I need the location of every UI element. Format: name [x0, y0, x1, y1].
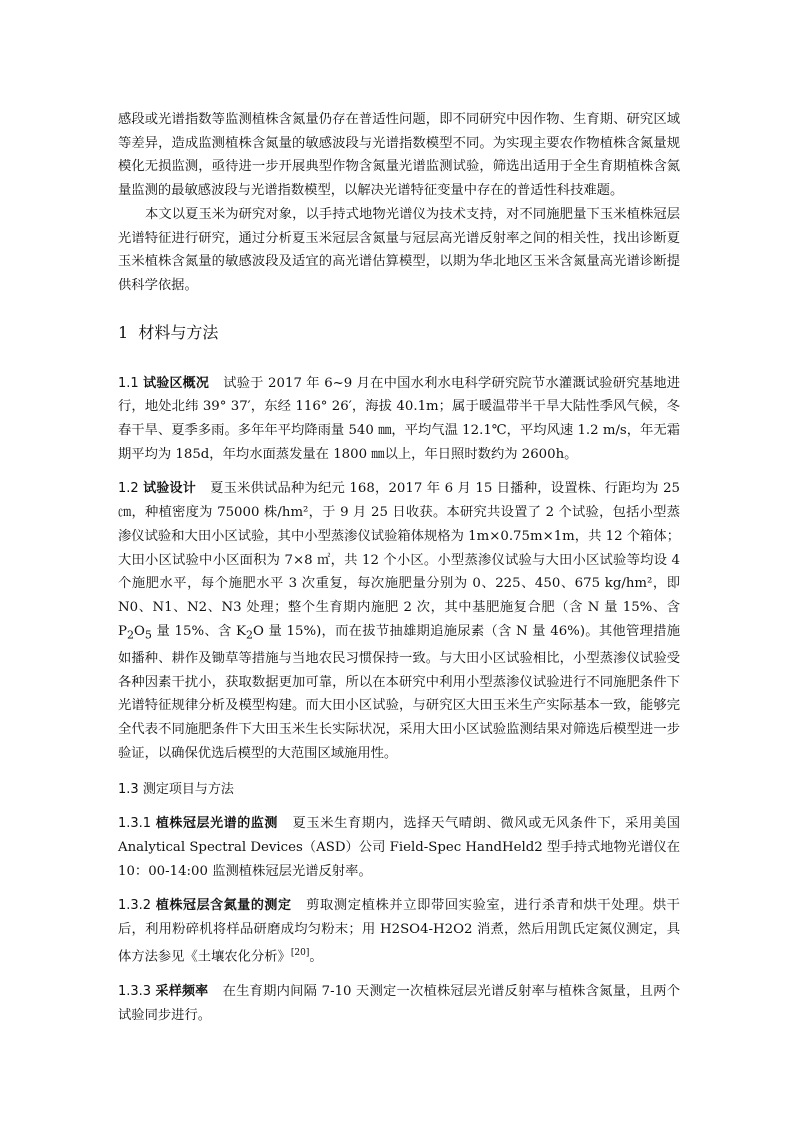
intro-paragraph-1: 感段或光谱指数等监测植株含氮量仍存在普适性问题，即不同研究中因作物、生育期、研究区域等差异，造成监测植株含氮量的敏感波段与光谱指数模型不同。为实现主要农作物植株含氮量规模化无损监测，亟待进一步开展典型作物含氮量光谱监测试验，筛选出适用于全生育期植株含氮量监测的最敏感波段与光谱指数模型，以解决光谱特征变量中存在的普适性科技难题。 [118, 112, 680, 199]
subsection-number: 1.2 [118, 481, 139, 497]
subsection-text: 剪取测定植株并立即带回实验室，进行杀青和烘干处理。烘干后，利用粉碎机将样品研磨成均匀粉末；用 H2SO4-H2O2 消煮，然后用凯氏定氮仪测定，具体方法参见《土壤农化分析》 [118, 898, 680, 965]
subsection-title: 采样频率 [155, 983, 209, 999]
subsection-text-end: 。 [309, 949, 323, 965]
intro-paragraph-2: 本文以夏玉米为研究对象，以手持式地物光谱仪为技术支持，对不同施肥量下玉米植株冠层光谱特征进行研究，通过分析夏玉米冠层含氮量与冠层高光谱反射率之间的相关性，找出诊断夏玉米植株含氮量的敏感波段及适宜的高光谱估算模型，以期为华北地区玉米含氮量高光谱诊断提供科学依据。 [118, 206, 680, 293]
subsection-title: 试验区概况 [143, 375, 210, 391]
subsection-heading-1-3 [118, 778, 680, 802]
subsection-title: 测定项目与方法 [142, 781, 234, 797]
subsection-text: 夏玉米生育期内，选择天气晴朗、微风或无风条件下，采用美国 Analytical Spectral Devices（ASD）公司 Field-Spec HandHeld2 型手持式地物光谱仪在 10：00-14:00 监测植株冠层光谱反射率。 [118, 816, 680, 879]
subsection-number: 1.3 [118, 781, 139, 797]
subscript: 2 [126, 628, 135, 642]
subsection-1-2 [118, 477, 680, 765]
subsection-1-1 [118, 372, 680, 467]
subsection-number: 1.1 [118, 375, 139, 391]
subsection-title: 试验设计 [143, 481, 196, 497]
subscript: 5 [144, 628, 152, 642]
subsection-text: 在生育期内间隔 7-10 天测定一次植株冠层光谱反射率与植株含氮量，且两个试验同步进行。 [118, 983, 680, 1023]
subsection-1-3-1 [118, 812, 680, 883]
subsection-number: 1.3.2 [118, 898, 152, 914]
subsection-text-part1: 夏玉米供试品种为纪元 168，2017 年 6 月 15 日播种，设置株、行距均为 25 ㎝，种植密度为 75000 株/hm²，于 9 月 25 日收获。本研究共设置了 2 个试验，包括小型蒸渗仪试验和大田小区试验，其中小型蒸渗仪试验箱体规格为 1m×0.75m×1m，共 12 个箱体；大田小区试验中小区面积为 7×8 ㎡，共 12 个小区。小型蒸渗仪试验与大田小区试验等均设 4 个施肥水平，每个施肥水平 3 次重复，每次施肥量分别为 0、225、450、675 kg/hm²，即 N0、N1、N2、N3 处理；整个生育期内施肥 2 次，其中基肥施复合肥（含 N 量 15%、含 P [118, 481, 680, 639]
citation-ref: [20] [290, 947, 310, 958]
subsection-number: 1.3.1 [118, 816, 152, 832]
section-number: 1 [118, 322, 129, 342]
subsection-text-part2: O [134, 623, 145, 639]
subsection-1-3-3 [118, 980, 680, 1027]
subsection-number: 1.3.3 [118, 983, 152, 999]
subsection-title: 植株冠层含氮量的测定 [155, 898, 292, 914]
subsection-1-3-2 [118, 894, 680, 969]
section-heading-1 [118, 320, 680, 346]
subsection-text-part4: O 量 15%)，而在拔节抽雄期追施尿素（含 N 量 46%)。其他管理措施如播种、耕作及锄草等措施与当地农民习惯保持一致。与大田小区试验相比，小型蒸渗仪试验受各种因素干扰小，获取数据更加可靠，所以在本研究中利用小型蒸渗仪试验进行不同施肥条件下光谱特征规律分析及模型构建。而大田小区试验，与研究区大田玉米生产实际基本一致，能够完全代表不同施肥条件下大田玉米生长实际状况，采用大田小区试验监测结果对筛选后模型进一步验证，以确保优选后模型的大范围区域施用性。 [118, 623, 681, 761]
section-title: 材料与方法 [138, 322, 219, 342]
paper-page [118, 108, 680, 1027]
subscript: 2 [245, 628, 254, 642]
subsection-title: 植株冠层光谱的监测 [155, 816, 278, 832]
subsection-text: 试验于 2017 年 6~9 月在中国水利水电科学研究院节水灌溉试验研究基地进行，地处北纬 39° 37′，东经 116° 26′，海拔 40.1m；属于暖温带半干旱大陆性季风气候，冬春干旱、夏季多雨。多年年平均降雨量 540 ㎜，平均气温 12.1℃，平均风速 1.2 m/s，年无霜期平均为 185d，年均水面蒸发量在 1800 ㎜以上，年日照时数约为 2600h。 [118, 375, 680, 462]
subsection-text-part3: 量 15%、含 K [151, 623, 246, 639]
